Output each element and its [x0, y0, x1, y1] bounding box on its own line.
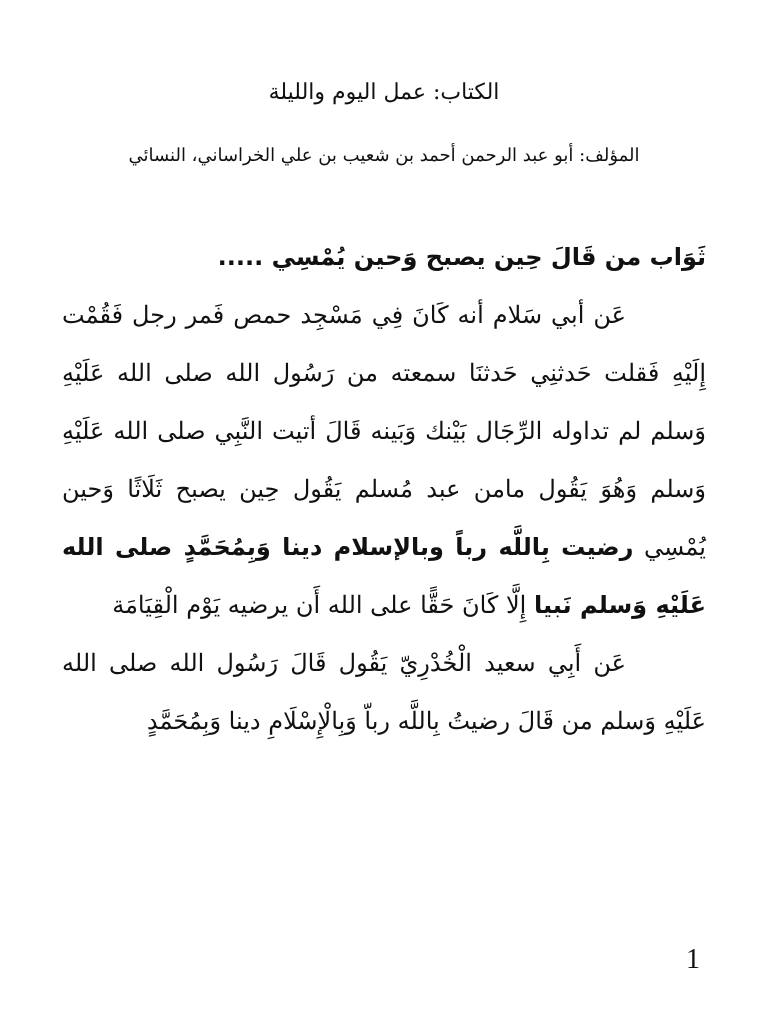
book-author: المؤلف: أبو عبد الرحمن أحمد بن شعيب بن علي الخراساني، النسائي — [128, 145, 640, 166]
page-number: 1 — [686, 944, 700, 975]
section-heading: ثَوَاب من قَالَ حِين يصبح وَحين يُمْسِي ..... — [217, 243, 706, 271]
hadith-paragraph-1 — [62, 286, 706, 634]
paragraph-1-text-a: عَن أبي سَلام أنه كَانَ فِي مَسْجِد حمص فَمر رجل فَقُمْت إِلَيْهِ فَقلت حَدثنِي حَدثنَا سمعته من رَسُول الله صلى الله عَلَيْهِ وَسلم لم تداوله الرِّجَال بَيْنك وَبَينه قَالَ أتيت النَّبِي صلى الله عَلَيْهِ وَسلم وَهُوَ يَقُول مامن عبد مُسلم يَقُول حِين يصبح ثَلَاثًا وَحين يُمْسِي — [62, 301, 706, 561]
hadith-paragraph-2: عَن أَبِي سعيد الْخُدْرِيّ يَقُول قَالَ رَسُول الله صلى الله عَلَيْهِ وَسلم من قَالَ رضيتُ بِاللَّه رباّ وَبِالْإِسْلَامِ دينا وَبِمُحَمَّدٍ — [62, 649, 706, 735]
paragraph-1-bold-text: رضيت بِاللَّه رباً وبالإسلام دينا وَبِمُحَمَّدٍ صلى الله عَلَيْهِ وَسلم نَبيا — [62, 533, 706, 619]
book-title: الكتاب: عمل اليوم والليلة — [268, 80, 500, 105]
body-text — [62, 228, 706, 750]
paragraph-1-text-b: إِلَّا كَانَ حَقًّا على الله أَن يرضيه يَوْم الْقِيَامَة — [112, 591, 527, 619]
